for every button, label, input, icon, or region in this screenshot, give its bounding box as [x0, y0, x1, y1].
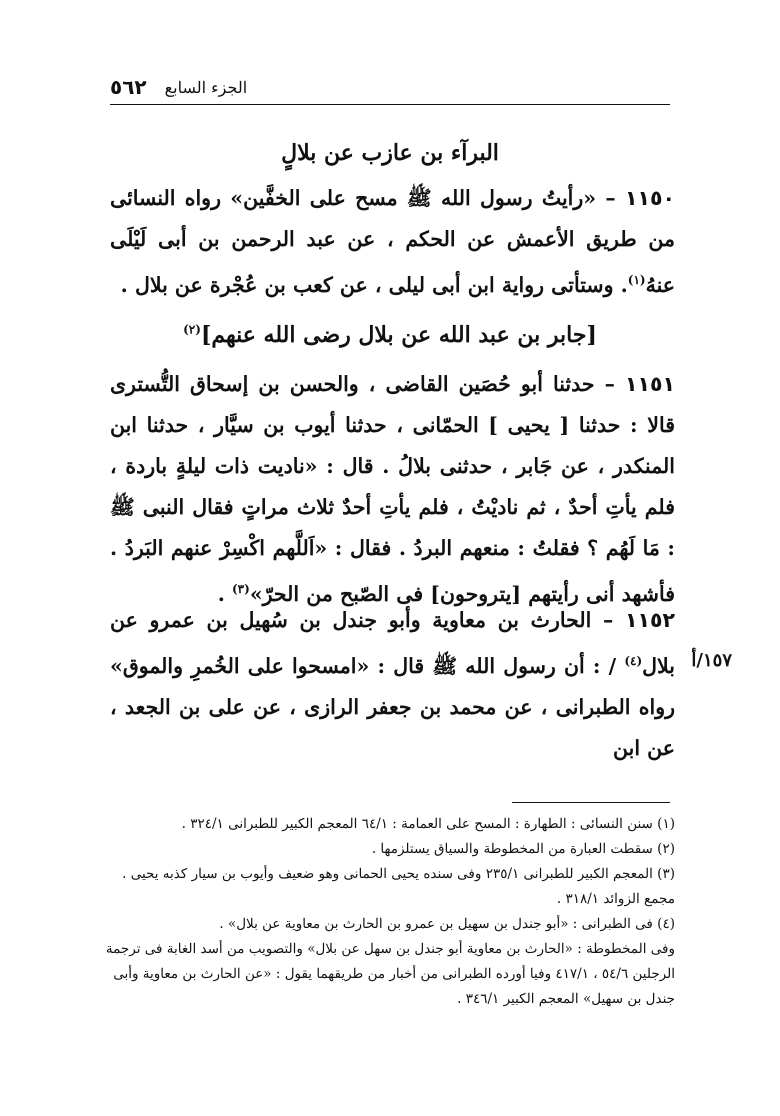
hadith-text: – حدثنا أبو حُصَين القاضى ، والحسن بن إسحاق التُّسترى قالا : حدثنا [ يحيى ] الحمّانى ، حدثنا أيوب بن سيَّار ، حدثنا ابن المنكدر ، عن جَابر ، حدثنى بلالُ . قال : «ناديت ذات ليلةٍ باردة ، فلم يأتِ أحدٌ ، ثم ناديْتُ ، فلم يأتِ أحدٌ ثلاث مراتٍ فقال النبى ﷺ : مَا لَهُم ؟ فقلتُ : منعهم البردُ . فقال : «اَللَّهم اكْسِرْ عنهم البَردُ . فأشهد أنى رأيتهم [يتروحون] فى الصّبح من الحرّ» — [110, 372, 675, 606]
hadith-number: ١١٥١ — [624, 372, 675, 396]
hadith-text: – «رأيتُ رسول الله ﷺ مسح على الخفَّين» رواه النسائى من طريق الأعمش عن الحكم ، عن عبد الرحمن بن أبى لَيْلَى عنهُ — [110, 186, 675, 297]
footnote-marker: (٤) — [657, 916, 675, 932]
footnote-separator — [512, 802, 670, 803]
footnote-text: المعجم الكبير للطبرانى ٢٣٥/١ وفى سنده يحيى الحمانى وهو ضعيف وأيوب بن سيار كذبه يحيى . مجمع الزوائد ٣١٨/١ . — [122, 866, 675, 907]
running-title: الجزء السابع — [164, 77, 248, 97]
hadith-text: – الحارث بن معاوية وأبو جندل بن سُهيل بن عمرو عن بلال — [110, 608, 675, 678]
page-header — [110, 72, 670, 102]
footnote-1 — [100, 812, 675, 837]
footnote-2 — [100, 837, 675, 862]
page-number: ٥٦٢ — [110, 75, 147, 99]
hadith-text-after: . وستأتى رواية ابن أبى ليلى ، عن كعب بن عُجْرة عن بلال . — [120, 272, 628, 297]
footnote-ref: (٢) — [183, 322, 201, 337]
section-title-baraa: البرآء بن عازب عن بلالٍ — [281, 140, 499, 166]
footnote-text: سنن النسائى : الطهارة : المسح على العمامة : ٦٤/١ المعجم الكبير للطبرانى ٣٢٤/١ . — [181, 816, 653, 832]
hadith-text-after: . — [217, 581, 232, 606]
footnote-text: وفى المخطوطة : «الحارث بن معاوية أبو جندل بن سهل عن بلال» والتصويب من أسد الغابة فى ترجمة الرجلين ٥٤/٦ ، ٤١٧/١ وفيا أورده الطبرانى من أخبار من طريقهما يقول : «عن الحارث بن معاوية وأبى جندل بن سهيل» المعجم الكبير ٣٤٦/١ . — [105, 941, 675, 1007]
footnote-marker: (١) — [657, 816, 675, 832]
footnote-marker: (٢) — [657, 841, 675, 857]
hadith-text-cont: / : أن رسول الله ﷺ قال : «امسحوا على الخُمرِ والموق» رواه الطبرانى ، عن محمد بن جعفر الرازى ، عن على بن الجعد ، عن ابن — [110, 653, 675, 760]
footnotes — [100, 812, 675, 1012]
footnote-ref: (٤) — [624, 654, 643, 668]
footnote-3 — [100, 862, 675, 912]
hadith-1152 — [110, 600, 675, 769]
footnote-ref: (١) — [627, 273, 646, 287]
hadith-1151 — [110, 364, 675, 615]
manuscript-folio-marker: ١٥٧/أ — [691, 650, 732, 671]
hadith-number: ١١٥٢ — [624, 608, 675, 632]
footnote-ref: (٣) — [231, 582, 250, 596]
hadith-number: ١١٥٠ — [624, 186, 675, 210]
footnote-4 — [100, 912, 675, 937]
header-rule — [110, 104, 670, 105]
footnote-4-continued — [100, 937, 675, 1012]
footnote-marker: (٣) — [657, 866, 675, 882]
hadith-1150 — [110, 178, 675, 306]
footnote-text: فى الطبرانى : «أبو جندل بن سهيل بن عمرو بن الحارث بن معاوية عن بلال» . — [219, 916, 653, 932]
section-title-text: [جابر بن عبد الله عن بلال رضى الله عنهم] — [200, 322, 597, 348]
section-title-jabir — [110, 322, 670, 348]
footnote-text: سقطت العبارة من المخطوطة والسياق يستلزمها . — [371, 841, 653, 857]
